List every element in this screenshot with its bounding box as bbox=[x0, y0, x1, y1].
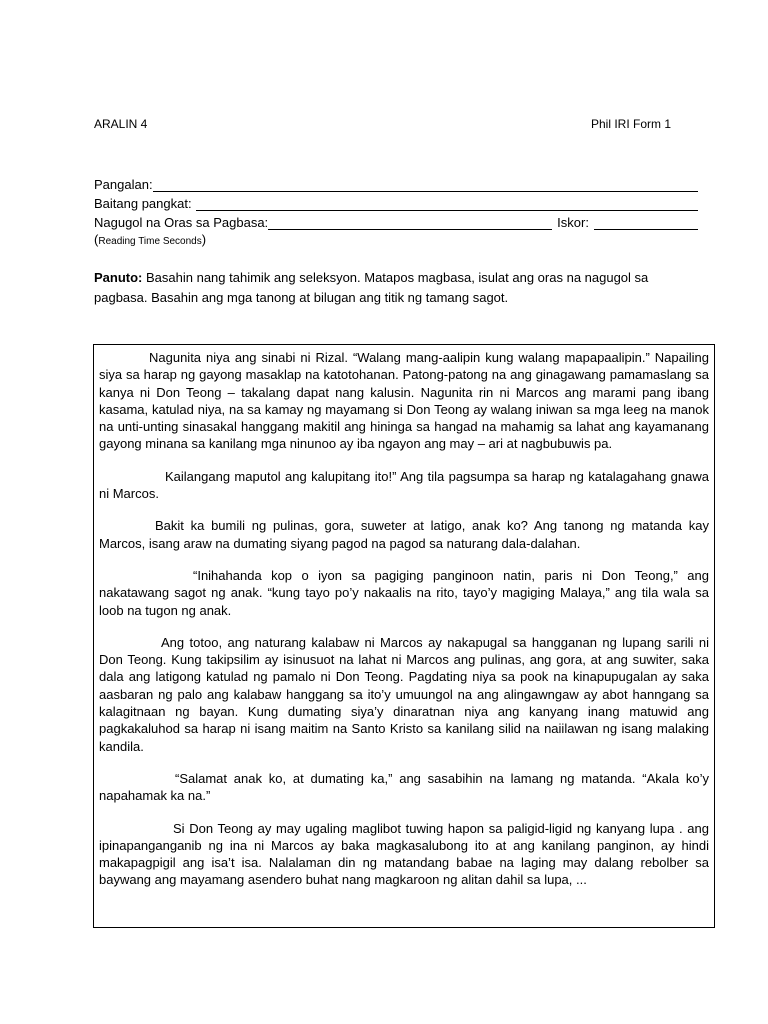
instructions-text: Basahin nang tahimik ang seleksyon. Matapos magbasa, isulat ang oras na nagugol sa pagbasa. Basahin ang mga tanong at bilugan ang titik ng tamang sagot. bbox=[94, 270, 649, 305]
time-row bbox=[94, 211, 698, 230]
name-field[interactable] bbox=[153, 179, 698, 192]
passage-paragraph: Ang totoo, ang naturang kalabaw ni Marcos ay nakapugal sa hangganan ng lupang sarili ni Don Teong. Kung takipsilim ay isinusuot na lahat ni Marcos ang pulinas, ang gora, at ang suwiter, saka dala ang latigong katulad ng pamalo ni Don Teong. Pagdating niya sa pook na kinapupugalan ay saka aasbaran ng palo ang kalabaw hanggang sa ito’y umuungol na ang alingawngaw ay abot hanngang sa kalagitnaan ng bayan. Kung dumating siya’y dinaratnan niya ang kanyang inang matuwid ang pagkakaluhod sa harap ni isang maitim na Santo Kristo sa kanilang silid na naiilawan ng isang malaking kandila. bbox=[99, 634, 709, 754]
time-label: Nagugol na Oras sa Pagbasa: bbox=[94, 215, 269, 230]
instructions bbox=[94, 268, 704, 308]
passage-paragraph: Nagunita niya ang sinabi ni Rizal. “Walang mang-aalipin kung walang mapapaalipin.” Napailing siya sa harap ng gayong masaklap na katotohanan. Patong-patong na ang ginagawang pamamaslang sa kanya ni Don Teong – takalang dapat nang kalusin. Nagunita rin ni Marcos ang marami pang ibang kasama, katulad niya, na sa kamay ng mayamang si Don Teong ay walang iniwan sa mga leeg na manok na unti-unting sinasakal hanggang makitil ang hininga sa hangad na mahamig sa lahat ang kayamanang gayong minana sa kanilang mga ninunoo ay iba ngayon ang may – ari at nagbubuwis pa. bbox=[99, 350, 709, 452]
instructions-label: Panuto: bbox=[94, 270, 143, 285]
passage-paragraph: Bakit ka bumili ng pulinas, gora, suweter at latigo, anak ko? Ang tanong ng matanda kay Marcos, isang araw na dumating siyang pagod na pagod sa naturang dala-dalahan. bbox=[99, 518, 709, 551]
student-info-fields bbox=[94, 173, 698, 248]
passage-paragraph: “Salamat anak ko, at dumating ka,” ang sasabihin na lamang ng matanda. “Akala ko’y napahamak ka na.” bbox=[99, 770, 709, 804]
grade-field[interactable] bbox=[196, 198, 698, 211]
reading-time-label: Reading Time Seconds bbox=[98, 236, 202, 247]
score-label: Iskor: bbox=[557, 215, 589, 230]
time-field[interactable] bbox=[268, 217, 552, 230]
lesson-title: ARALIN 4 bbox=[94, 117, 148, 131]
passage-paragraph: Si Don Teong ay may ugaling maglibot tuwing hapon sa paligid-ligid ng kanyang lupa . ang ipinapanganganib ng ina ni Marcos ay baka magkasalubong ito at ang kanilang panginon, ay hindi makapagpigil ang isa’t isa. Nalalaman din ng matandang babae na laging may dalang rebolber sa baywang ang mayamang asendero buhat nang magkaroon ng alitan dahil sa lupa, ... bbox=[99, 820, 709, 888]
form-title: Phil IRI Form 1 bbox=[590, 117, 671, 131]
passage-paragraph: “Inihahanda kop o iyon sa pagiging panginoon natin, paris ni Don Teong,” ang nakatawang sagot ng anak. “kung tayo po’y nakaalis na rito, tayo’y magiging Malaya,” ang tila wala sa loob na tugon ng anak. bbox=[99, 567, 709, 618]
grade-row bbox=[94, 192, 698, 211]
passage-paragraph: Kailangang maputol ang kalupitang ito!” Ang tila pagsumpa sa harap ng katalagahang gnawa ni Marcos. bbox=[99, 468, 709, 502]
name-label: Pangalan: bbox=[94, 177, 153, 192]
grade-label: Baitang pangkat: bbox=[94, 196, 192, 211]
name-row bbox=[94, 173, 698, 192]
reading-time-note: (Reading Time Seconds) bbox=[94, 232, 207, 247]
score-field[interactable] bbox=[594, 217, 698, 230]
reading-passage-box bbox=[93, 344, 715, 928]
